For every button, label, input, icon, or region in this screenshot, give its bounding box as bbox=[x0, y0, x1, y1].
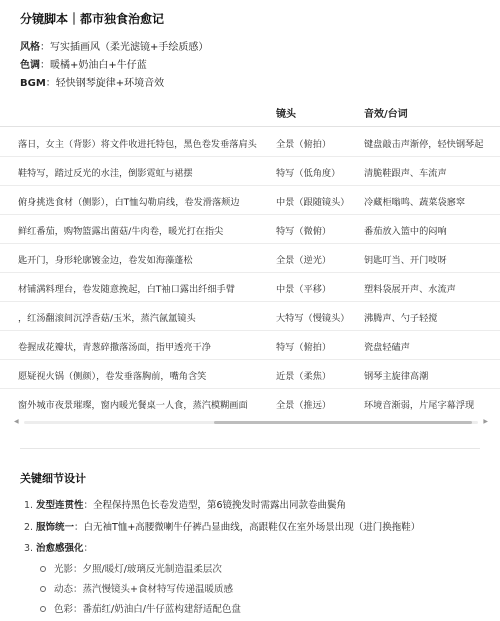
sub-list-item bbox=[40, 581, 233, 595]
cell-desc: 鲜红番茄，购物篮露出菌菇/牛肉卷，暖光打在指尖 bbox=[18, 226, 224, 237]
cell-desc: 卷握成花瓣状，青葱碎撒落汤面，指甲透亮干净 bbox=[18, 342, 211, 353]
table-row bbox=[0, 359, 500, 389]
cell-shot: 特写（低角度） bbox=[276, 168, 341, 179]
table-row bbox=[0, 330, 500, 360]
horizontal-scrollbar[interactable] bbox=[14, 418, 488, 426]
cell-sound: 清脆鞋跟声、车流声 bbox=[364, 168, 447, 179]
bullet-icon bbox=[40, 606, 46, 612]
cell-sound: 番茄放入篮中的闷响 bbox=[364, 226, 447, 237]
details-title: 关键细节设计 bbox=[20, 472, 86, 485]
list-item bbox=[24, 519, 420, 533]
table-row bbox=[0, 185, 500, 215]
cell-shot: 中景（跟随镜头） bbox=[276, 197, 350, 208]
meta-color bbox=[20, 56, 147, 71]
cell-sound: 键盘敲击声渐停，轻快钢琴起 bbox=[364, 139, 484, 150]
bullet-icon bbox=[40, 586, 46, 592]
table-row bbox=[0, 156, 500, 186]
table-row bbox=[0, 214, 500, 244]
cell-shot: 中景（平移） bbox=[276, 284, 332, 295]
cell-shot: 特写（俯拍） bbox=[276, 342, 332, 353]
list-text: ：白无袖T恤+高腰微喇牛仔裤凸显曲线，高跟鞋仅在室外场景出现（进门换拖鞋） bbox=[74, 522, 421, 533]
table-row bbox=[0, 243, 500, 273]
meta-color-label: 色调 bbox=[20, 60, 40, 71]
cell-shot: 全景（逆光） bbox=[276, 255, 332, 266]
cell-sound: 钢琴主旋律高潮 bbox=[364, 371, 429, 382]
cell-desc: 窗外城市夜景璀璨，窗内暖光餐桌一人食，蒸汽模糊画面 bbox=[18, 400, 248, 411]
list-text: ： bbox=[83, 543, 94, 554]
header-shot: 镜头 bbox=[276, 109, 296, 120]
sub-list-text: 动态：蒸汽慢镜头+食材特写传递温暖质感 bbox=[54, 584, 233, 595]
list-number: 3. bbox=[24, 543, 34, 554]
sub-list-text: 光影：夕照/暖灯/玻璃反光制造温柔层次 bbox=[54, 564, 222, 575]
cell-sound: 钥匙叮当、开门吱呀 bbox=[364, 255, 447, 266]
cell-desc: 鞋特写，踏过反光的水洼，倒影霓虹与裙摆 bbox=[18, 168, 193, 179]
table-row bbox=[0, 388, 500, 417]
meta-style bbox=[20, 38, 208, 53]
list-label: 服饰统一 bbox=[36, 522, 75, 533]
bullet-icon bbox=[40, 566, 46, 572]
chevron-right-icon[interactable]: ▶ bbox=[483, 418, 488, 425]
list-number: 2. bbox=[24, 522, 34, 533]
cell-shot: 全景（俯拍） bbox=[276, 139, 332, 150]
meta-color-value: ：暖橘+奶油白+牛仔蓝 bbox=[40, 60, 147, 71]
cell-sound: 瓷盘轻磕声 bbox=[364, 342, 410, 353]
cell-desc: ，红汤翻滚间沉浮香菇/玉米，蒸汽氤氲镜头 bbox=[18, 313, 196, 324]
document-title: 分镜脚本｜都市独食治愈记 bbox=[20, 12, 165, 26]
list-text: ：全程保持黑色长卷发造型，第6镜挽发时需露出同款卷曲鬓角 bbox=[83, 500, 347, 511]
meta-bgm-value: ：轻快钢琴旋律+环境音效 bbox=[45, 78, 165, 89]
list-label: 发型连贯性 bbox=[36, 500, 84, 511]
cell-desc: 俯身挑选食材（侧影），白T恤勾勒肩线，卷发滑落颊边 bbox=[18, 197, 240, 208]
cell-desc: 愿疑视火锅（侧颜），卷发垂落胸前，嘴角含笑 bbox=[18, 371, 207, 382]
scrollbar-thumb[interactable] bbox=[214, 421, 472, 424]
sub-list-item bbox=[40, 561, 222, 575]
sub-list-text: 色彩：番茄红/奶油白/牛仔蓝构建舒适配色盘 bbox=[54, 604, 241, 615]
storyboard-table[interactable] bbox=[0, 98, 500, 428]
sub-list-item bbox=[40, 601, 241, 615]
cell-shot: 大特写（慢镜头） bbox=[276, 313, 350, 324]
table-header bbox=[0, 98, 500, 126]
cell-sound: 沸腾声、勺子轻搅 bbox=[364, 313, 438, 324]
meta-bgm bbox=[20, 74, 164, 89]
chevron-left-icon[interactable]: ◀ bbox=[14, 418, 19, 425]
header-sound: 音效/台词 bbox=[364, 109, 408, 120]
cell-sound: 环境音渐弱，片尾字幕浮现 bbox=[364, 400, 475, 411]
cell-desc: 匙开门，身形轮廓镀金边，卷发如海藻蓬松 bbox=[18, 255, 193, 266]
list-item bbox=[24, 540, 93, 554]
cell-shot: 近景（柔焦） bbox=[276, 371, 332, 382]
meta-bgm-label: BGM bbox=[20, 78, 46, 89]
table-row bbox=[0, 127, 500, 157]
section-divider bbox=[20, 448, 480, 449]
meta-style-label: 风格 bbox=[20, 42, 40, 53]
list-number: 1. bbox=[24, 500, 34, 511]
meta-style-value: ：写实插画风（柔光滤镜+手绘质感） bbox=[40, 42, 209, 53]
cell-shot: 特写（微俯） bbox=[276, 226, 332, 237]
table-row bbox=[0, 272, 500, 302]
table-row bbox=[0, 301, 500, 331]
cell-shot: 全景（推远） bbox=[276, 400, 332, 411]
list-label: 治愈感强化 bbox=[36, 543, 84, 554]
cell-desc: 落日，女主（背影）将文件收进托特包，黑色卷发垂落肩头 bbox=[18, 139, 257, 150]
list-item bbox=[24, 497, 346, 511]
cell-desc: 材铺满料理台，卷发随意挽起，白T袖口露出纤细手臂 bbox=[18, 284, 235, 295]
cell-sound: 塑料袋展开声、水流声 bbox=[364, 284, 456, 295]
cell-sound: 冷藏柜嗡鸣、蔬菜袋窸窣 bbox=[364, 197, 466, 208]
